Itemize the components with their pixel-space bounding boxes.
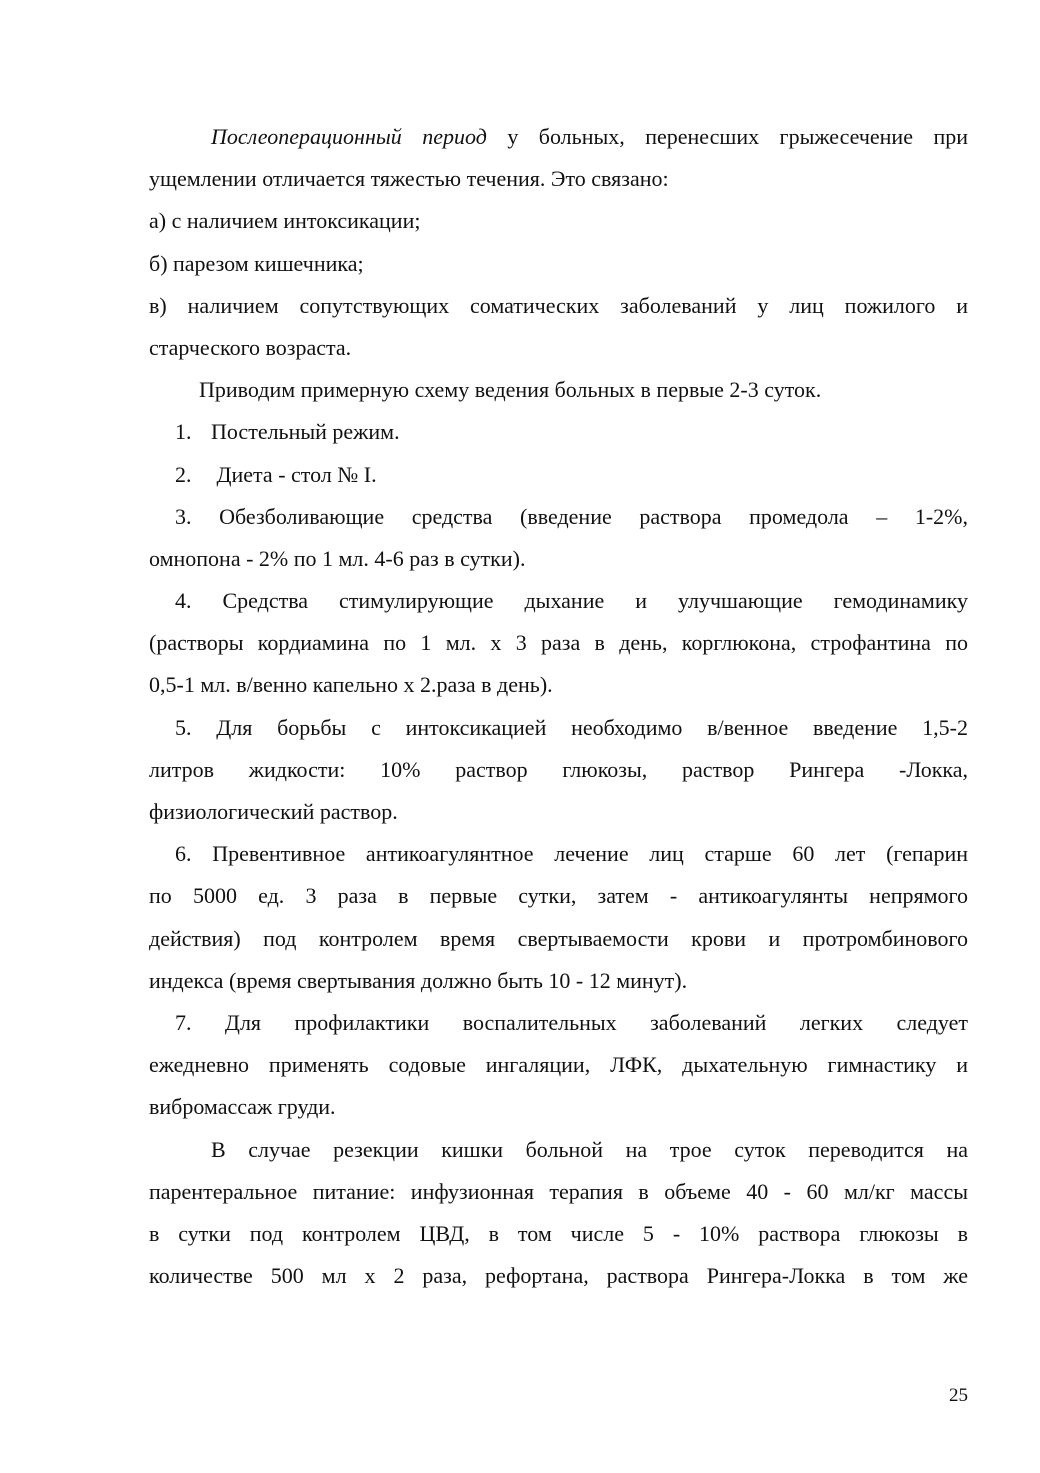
- text-line: в) наличием сопутствующих соматических заболеваний у лиц пожилого и: [149, 292, 968, 318]
- text-line: [149, 116, 968, 158]
- text-line: Приводим примерную схему ведения больных в первые 2-3 суток.: [199, 377, 822, 403]
- text-line: 3. Обезболивающие средства (введение раствора промедола – 1-2%,: [175, 503, 968, 529]
- text-line: количестве 500 мл х 2 раза, рефортана, раствора Рингера-Локка в том же: [149, 1263, 968, 1289]
- text-line: по 5000 ед. 3 раза в первые сутки, затем - антикоагулянты непрямого: [149, 883, 968, 909]
- text-line: омнопона - 2% по 1 мл. 4-6 раз в сутки).: [149, 545, 526, 571]
- text-line: ежедневно применять содовые ингаляции, ЛФК, дыхательную гимнастику и: [149, 1052, 968, 1078]
- text-line: 4. Средства стимулирующие дыхание и улучшающие гемодинамику: [175, 588, 968, 614]
- page-number: 25: [949, 1385, 968, 1406]
- text-line: ущемлении отличается тяжестью течения. Это связано:: [149, 166, 669, 192]
- text-line: б) парезом кишечника;: [149, 250, 364, 276]
- list-text: Диета - стол № I.: [211, 461, 377, 487]
- text-line: 0,5-1 мл. в/венно капельно х 2.раза в день).: [149, 672, 553, 698]
- text-line: литров жидкости: 10% раствор глюкозы, раствор Рингера -Локка,: [149, 756, 968, 782]
- list-number: 2.: [175, 461, 192, 487]
- text-line: 7. Для профилактики воспалительных заболеваний легких следует: [175, 1009, 968, 1035]
- text-line: старческого возраста.: [149, 334, 352, 360]
- text-line: парентеральное питание: инфузионная терапия в объеме 40 - 60 мл/кг массы: [149, 1178, 968, 1204]
- text-line: действия) под контролем время свертываемости крови и протромбинового: [149, 925, 968, 951]
- text-line: физиологический раствор.: [149, 799, 398, 824]
- page-body: [149, 116, 968, 1297]
- text-line: в сутки под контролем ЦВД, в том числе 5 - 10% раствора глюкозы в: [149, 1220, 968, 1246]
- text-line: 6. Превентивное антикоагулянтное лечение лиц старше 60 лет (гепарин: [175, 841, 968, 867]
- text-line: вибромассаж груди.: [149, 1094, 336, 1120]
- list-item: [149, 411, 968, 453]
- italic-term: Послеоперационный период: [211, 124, 487, 149]
- text-line: индекса (время свертывания должно быть 10 - 12 минут).: [149, 967, 688, 993]
- list-item: [149, 454, 968, 496]
- text-line: 5. Для борьбы с интоксикацией необходимо в/венное введение 1,5-2: [175, 714, 968, 740]
- text-line: (растворы кордиамина по 1 мл. х 3 раза в день, корглюкона, строфантина по: [149, 630, 968, 656]
- text-line: В случае резекции кишки больной на трое суток переводится на: [211, 1136, 968, 1162]
- list-number: 1.: [175, 419, 192, 445]
- text-line: а) с наличием интоксикации;: [149, 208, 421, 234]
- list-text: Постельный режим.: [211, 419, 400, 445]
- line-text: у больных, перенесших грыжесечение при: [486, 124, 968, 149]
